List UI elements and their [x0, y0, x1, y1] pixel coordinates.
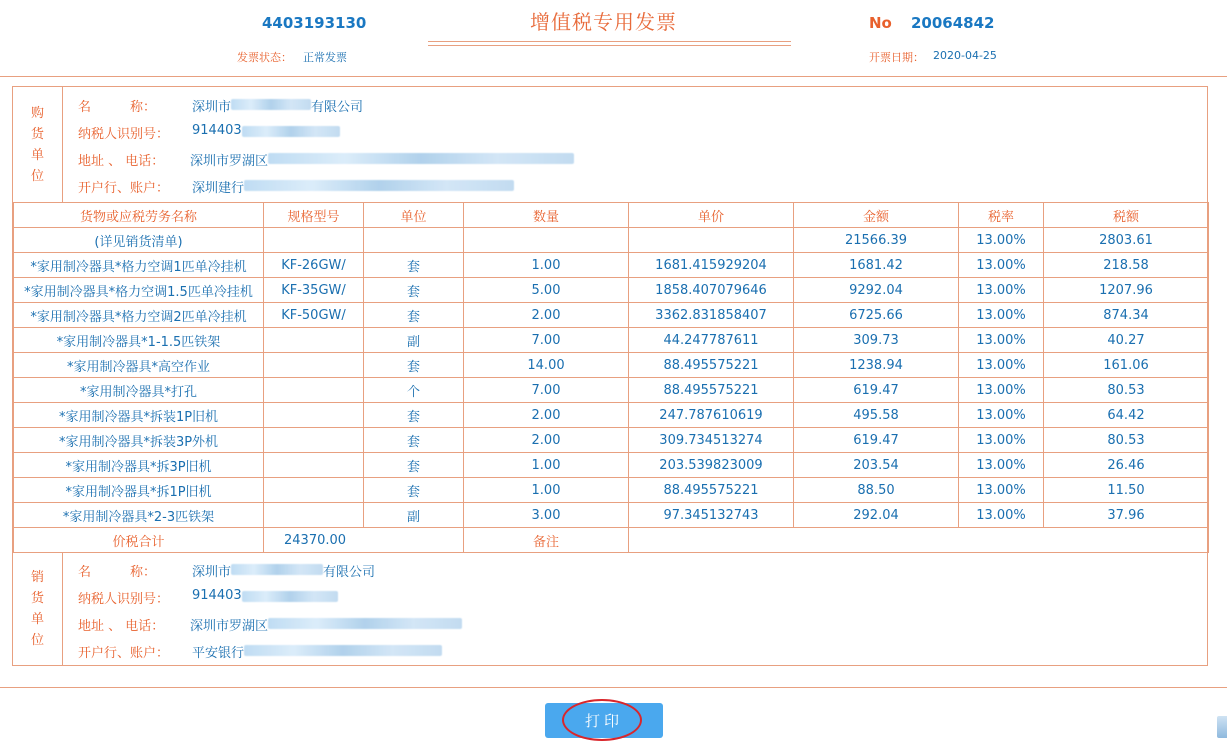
cell-rate: 13.00%: [959, 378, 1044, 403]
cell-qty: 2.00: [464, 403, 629, 428]
cell-qty: 7.00: [464, 378, 629, 403]
cell-unit: 个: [364, 378, 464, 403]
table-row: [14, 478, 1209, 503]
side-widget-icon[interactable]: [1217, 716, 1227, 738]
seller-tax-id-prefix: 914403: [192, 588, 242, 603]
summary-price: [629, 228, 794, 253]
cell-name: *家用制冷器具*拆3P旧机: [14, 453, 264, 478]
seller-bank-prefix: 平安银行: [192, 646, 245, 661]
buyer-tax-id-label: 纳税人识别号：: [78, 127, 170, 142]
cell-tax: 80.53: [1044, 428, 1209, 453]
title-underline: [428, 41, 791, 42]
cell-tax: 1207.96: [1044, 278, 1209, 303]
cell-spec: [264, 328, 364, 353]
cell-tax: 874.34: [1044, 303, 1209, 328]
redacted-text: [242, 126, 340, 137]
col-header-tax: 税额: [1044, 203, 1209, 228]
table-row: [14, 503, 1209, 528]
buyer-bank-prefix: 深圳建行: [192, 181, 245, 196]
total-value: 24370.00: [264, 528, 464, 553]
header-divider: [0, 76, 1227, 77]
cell-name: *家用制冷器具*格力空调2匹单冷挂机: [14, 303, 264, 328]
cell-name: *家用制冷器具*拆装3P外机: [14, 428, 264, 453]
title-underline-2: [428, 45, 791, 46]
seller-bank-label: 开户行、账户：: [78, 646, 170, 661]
buyer-name-label: 名 称：: [78, 100, 157, 115]
cell-tax: 80.53: [1044, 378, 1209, 403]
cell-name: *家用制冷器具*拆1P旧机: [14, 478, 264, 503]
status-value: 正常发票: [303, 51, 347, 64]
redacted-text: [268, 618, 462, 629]
buyer-name-suffix: 有限公司: [311, 100, 364, 115]
seller-name-prefix: 深圳市: [192, 565, 232, 580]
total-row: [14, 528, 1209, 553]
cell-amount: 1238.94: [794, 353, 959, 378]
summary-spec: [264, 228, 364, 253]
redacted-text: [242, 591, 338, 602]
col-header-amount: 金额: [794, 203, 959, 228]
cell-spec: KF-35GW/: [264, 278, 364, 303]
cell-price: 1681.415929204: [629, 253, 794, 278]
seller-address-label: 地址 、 电话：: [78, 619, 165, 634]
buyer-address-line: [78, 150, 574, 169]
table-row: [14, 453, 1209, 478]
cell-spec: [264, 378, 364, 403]
date-value: 2020-04-25: [933, 49, 997, 62]
cell-spec: KF-50GW/: [264, 303, 364, 328]
cell-qty: 2.00: [464, 303, 629, 328]
cell-name: *家用制冷器具*格力空调1.5匹单冷挂机: [14, 278, 264, 303]
cell-qty: 3.00: [464, 503, 629, 528]
cell-rate: 13.00%: [959, 353, 1044, 378]
redacted-text: [244, 645, 442, 656]
buyer-tax-id-line: [78, 123, 340, 142]
col-header-name: 货物或应税劳务名称: [14, 203, 264, 228]
cell-price: 3362.831858407: [629, 303, 794, 328]
cell-amount: 88.50: [794, 478, 959, 503]
buyer-address-prefix: 深圳市罗湖区: [190, 154, 269, 169]
cell-price: 1858.407079646: [629, 278, 794, 303]
cell-price: 203.539823009: [629, 453, 794, 478]
cell-price: 88.495575221: [629, 478, 794, 503]
cell-name: *家用制冷器具*2-3匹铁架: [14, 503, 264, 528]
seller-name-suffix: 有限公司: [323, 565, 376, 580]
seller-address-prefix: 深圳市罗湖区: [190, 619, 269, 634]
cell-tax: 64.42: [1044, 403, 1209, 428]
buyer-section: [13, 87, 1207, 202]
seller-address-line: [78, 615, 462, 634]
cell-unit: 副: [364, 503, 464, 528]
redacted-text: [231, 99, 311, 110]
col-header-rate: 税率: [959, 203, 1044, 228]
cell-price: 247.787610619: [629, 403, 794, 428]
items-table: [13, 202, 1209, 553]
table-row: [14, 278, 1209, 303]
buyer-side-label: 购 货 单 位: [13, 87, 63, 202]
table-row: [14, 353, 1209, 378]
cell-amount: 1681.42: [794, 253, 959, 278]
summary-amount: 21566.39: [794, 228, 959, 253]
cell-spec: [264, 353, 364, 378]
footer-divider: [0, 687, 1227, 688]
cell-name: *家用制冷器具*高空作业: [14, 353, 264, 378]
summary-row: [14, 228, 1209, 253]
cell-qty: 1.00: [464, 478, 629, 503]
cell-rate: 13.00%: [959, 303, 1044, 328]
cell-price: 88.495575221: [629, 378, 794, 403]
cell-rate: 13.00%: [959, 403, 1044, 428]
cell-name: *家用制冷器具*1-1.5匹铁架: [14, 328, 264, 353]
buyer-bank-label: 开户行、账户：: [78, 181, 170, 196]
cell-spec: KF-26GW/: [264, 253, 364, 278]
buyer-tax-id-prefix: 914403: [192, 123, 242, 138]
cell-qty: 1.00: [464, 253, 629, 278]
cell-price: 97.345132743: [629, 503, 794, 528]
table-row: [14, 403, 1209, 428]
cell-rate: 13.00%: [959, 253, 1044, 278]
buyer-bank-line: [78, 177, 514, 196]
summary-qty: [464, 228, 629, 253]
col-header-unit: 单位: [364, 203, 464, 228]
annotation-circle: [562, 699, 642, 741]
cell-unit: 套: [364, 478, 464, 503]
cell-price: 309.734513274: [629, 428, 794, 453]
cell-rate: 13.00%: [959, 453, 1044, 478]
cell-qty: 14.00: [464, 353, 629, 378]
invoice-title: 增值税专用发票: [530, 10, 677, 34]
table-row: [14, 378, 1209, 403]
summary-tax: 2803.61: [1044, 228, 1209, 253]
cell-tax: 40.27: [1044, 328, 1209, 353]
cell-rate: 13.00%: [959, 503, 1044, 528]
cell-unit: 套: [364, 303, 464, 328]
cell-tax: 26.46: [1044, 453, 1209, 478]
cell-tax: 37.96: [1044, 503, 1209, 528]
total-label: 价税合计: [14, 528, 264, 553]
col-header-spec: 规格型号: [264, 203, 364, 228]
table-row: [14, 253, 1209, 278]
cell-tax: 218.58: [1044, 253, 1209, 278]
table-header-row: [14, 203, 1209, 228]
cell-spec: [264, 403, 364, 428]
cell-spec: [264, 478, 364, 503]
summary-name: (详见销货清单): [14, 228, 264, 253]
cell-name: *家用制冷器具*格力空调1匹单冷挂机: [14, 253, 264, 278]
invoice-code: 4403193130: [262, 14, 367, 32]
seller-section: [13, 552, 1207, 665]
cell-rate: 13.00%: [959, 478, 1044, 503]
cell-amount: 309.73: [794, 328, 959, 353]
redacted-text: [268, 153, 574, 164]
cell-price: 88.495575221: [629, 353, 794, 378]
col-header-price: 单价: [629, 203, 794, 228]
invoice-no-label: No: [869, 14, 892, 32]
table-row: [14, 428, 1209, 453]
redacted-text: [231, 564, 323, 575]
cell-amount: 203.54: [794, 453, 959, 478]
cell-amount: 6725.66: [794, 303, 959, 328]
cell-name: *家用制冷器具*拆装1P旧机: [14, 403, 264, 428]
remark-label: 备注: [464, 528, 629, 553]
status-label: 发票状态：: [237, 51, 292, 64]
buyer-name-prefix: 深圳市: [192, 100, 232, 115]
summary-rate: 13.00%: [959, 228, 1044, 253]
seller-name-label: 名 称：: [78, 565, 157, 580]
cell-name: *家用制冷器具*打孔: [14, 378, 264, 403]
cell-spec: [264, 428, 364, 453]
cell-unit: 副: [364, 328, 464, 353]
print-button[interactable]: 打印: [545, 703, 663, 738]
cell-unit: 套: [364, 253, 464, 278]
cell-unit: 套: [364, 403, 464, 428]
cell-tax: 11.50: [1044, 478, 1209, 503]
seller-side-label: 销 货 单 位: [13, 552, 63, 665]
seller-bank-line: [78, 642, 442, 661]
cell-amount: 292.04: [794, 503, 959, 528]
seller-tax-id-label: 纳税人识别号：: [78, 592, 170, 607]
cell-rate: 13.00%: [959, 328, 1044, 353]
cell-qty: 2.00: [464, 428, 629, 453]
col-header-qty: 数量: [464, 203, 629, 228]
cell-rate: 13.00%: [959, 428, 1044, 453]
cell-unit: 套: [364, 453, 464, 478]
date-label: 开票日期：: [869, 51, 924, 64]
cell-amount: 619.47: [794, 428, 959, 453]
cell-unit: 套: [364, 278, 464, 303]
cell-spec: [264, 503, 364, 528]
redacted-text: [244, 180, 514, 191]
cell-tax: 161.06: [1044, 353, 1209, 378]
cell-unit: 套: [364, 353, 464, 378]
seller-name-line: [78, 561, 375, 580]
buyer-name-line: [78, 96, 363, 115]
cell-qty: 7.00: [464, 328, 629, 353]
cell-unit: 套: [364, 428, 464, 453]
cell-amount: 619.47: [794, 378, 959, 403]
summary-unit: [364, 228, 464, 253]
buyer-address-label: 地址 、 电话：: [78, 154, 165, 169]
remark-value: [629, 528, 1209, 553]
invoice-frame: [12, 86, 1208, 666]
cell-rate: 13.00%: [959, 278, 1044, 303]
cell-qty: 5.00: [464, 278, 629, 303]
cell-qty: 1.00: [464, 453, 629, 478]
cell-amount: 495.58: [794, 403, 959, 428]
seller-tax-id-line: [78, 588, 338, 607]
cell-spec: [264, 453, 364, 478]
table-row: [14, 328, 1209, 353]
cell-price: 44.247787611: [629, 328, 794, 353]
invoice-no: 20064842: [911, 14, 995, 32]
table-row: [14, 303, 1209, 328]
cell-amount: 9292.04: [794, 278, 959, 303]
